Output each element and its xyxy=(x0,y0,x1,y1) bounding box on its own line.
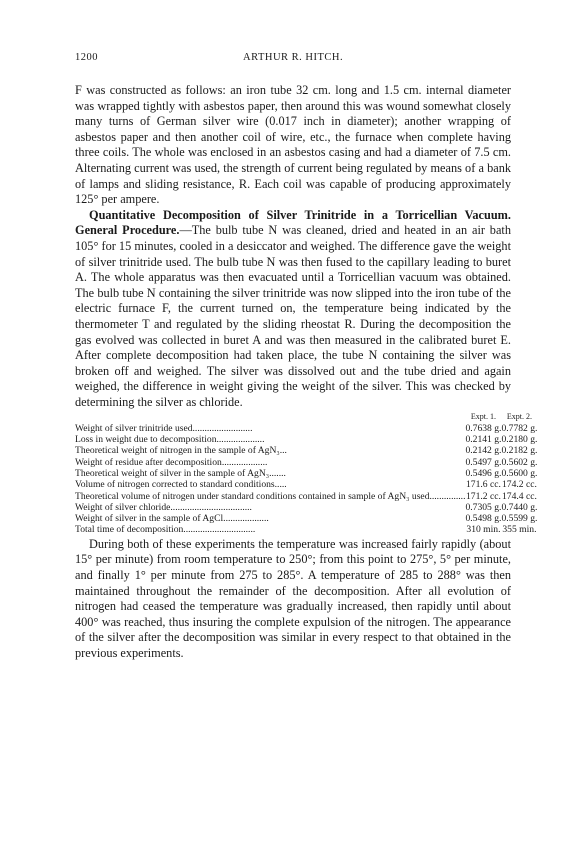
expt-1-value: 310 min. xyxy=(466,524,501,536)
expt-2-value: 0.5602 g. xyxy=(501,456,538,468)
row-label: Theoretical volume of nitrogen under standard conditions contained in sample of AgN₃ used............... xyxy=(75,490,466,502)
expt-1-value: 0.2141 g. xyxy=(465,434,502,446)
table-row xyxy=(75,524,537,535)
expt-1-value: 171.2 cc. xyxy=(466,490,501,502)
section-heading: Quantitative Decomposition of Silver Trinitride in a Torricellian Vacuum. General Procedure. xyxy=(75,207,511,238)
expt-2-value: 0.7782 g. xyxy=(501,422,538,434)
table-header-blank xyxy=(75,411,465,422)
row-label: Loss in weight due to decomposition.................... xyxy=(75,434,265,446)
expt-2-value: 0.2180 g. xyxy=(501,434,538,446)
page-number: 1200 xyxy=(75,52,98,63)
row-label: Volume of nitrogen corrected to standard conditions..... xyxy=(75,479,287,491)
table-row xyxy=(75,468,537,479)
expt-1-value: 0.7638 g. xyxy=(465,422,502,434)
row-label: Weight of residue after decomposition................... xyxy=(75,456,268,468)
expt-2-value: 0.2182 g. xyxy=(501,445,538,457)
table-header-row xyxy=(75,411,537,422)
expt-2-value: 0.7440 g. xyxy=(501,501,538,513)
expt-1-value: 0.7305 g. xyxy=(465,501,502,513)
expt-1-value: 0.2142 g. xyxy=(465,445,502,457)
table-row xyxy=(75,502,537,513)
expt-2-value: 174.4 cc. xyxy=(501,490,537,502)
column-header-expt-1: Expt. 1. xyxy=(470,412,497,422)
row-label: Weight of silver trinitride used......................... xyxy=(75,422,253,434)
expt-2-value: 174.2 cc. xyxy=(501,479,537,491)
running-header xyxy=(75,52,511,63)
row-label: Theoretical weight of silver in the sample of AgN₃....... xyxy=(75,467,286,479)
row-label: Total time of decomposition.............................. xyxy=(75,524,256,536)
expt-2-value: 0.5600 g. xyxy=(501,467,538,479)
paragraph-furnace: F was constructed as follows: an iron tube 32 cm. long and 1.5 cm. internal diameter was wrapped tightly with asbestos paper, then around this was wound somewhat closely many turns of German silver wire (0.017 inch in diameter); another wrapping of asbestos paper and then another coil of wire, etc., the furnace when complete having three coils. The whole was enclosed in an asbestos casing and had a diameter of 7.5 cm. Alternating current was used, the strength of current being regulated by means of a bank of lamps and sliding resistance, R. Each coil was capable of producing approximately 125° per ampere. xyxy=(75,83,511,207)
column-header-expt-2: Expt. 2. xyxy=(506,412,532,422)
expt-2-value: 355 min. xyxy=(502,524,537,536)
paragraph-temperature: During both of these experiments the temperature was increased fairly rapidly (about 15° per minute) from room temperature to 250°; from this point to 275°, 5° per minute, and finally 1° per minute from 275 to 285°. A temperature of 285 to 288° was then maintained throughout the remainder of the decomposition. After all evolution of nitrogen had ceased the temperature was gradually increased, then rapidly until about 400° was reached, thus insuring the complete expulsion of the nitrogen. The appearance of the silver after the decomposition was similar in every respect to that obtained in the previous experiments. xyxy=(75,536,511,660)
table-row xyxy=(75,445,537,456)
table-row xyxy=(75,457,537,468)
table-row xyxy=(75,513,537,524)
row-label: Weight of silver chloride.................................. xyxy=(75,501,252,513)
expt-2-value: 0.5599 g. xyxy=(501,513,538,525)
table-row xyxy=(75,423,537,434)
page xyxy=(75,52,538,661)
row-label: Theoretical weight of nitrogen in the sample of AgN₃... xyxy=(75,445,287,457)
paragraph-procedure xyxy=(75,208,511,411)
procedure-body: —The bulb tube N was cleaned, dried and heated in an air bath 105° for 15 minutes, cooled in a desiccator and weighed. The difference gave the weight of silver trinitride used. The bulb tube N was then fused to the capillary leading to buret A. The whole apparatus was then evacuated until a Torricellian vacuum was obtained. The bulb tube N containing the silver trinitride was now slipped into the iron tube of the electric furnace F, the current turned on, the temperature being indicated by the thermometer T and regulated by the sliding rheostat R. During the decomposition the gas evolved was collected in buret A and was then measured in the calibrated buret E. After complete decomposition had taken place, the tube N containing the silver was broken off and weighed. The silver was dissolved out and the tube dried and again weighed, the difference in weight giving the weight of the silver. This was checked by determining the silver as chloride. xyxy=(75,223,511,409)
table-row xyxy=(75,491,537,502)
results-table xyxy=(75,411,537,535)
table-row xyxy=(75,479,537,490)
row-label: Weight of silver in the sample of AgCl................... xyxy=(75,513,269,525)
expt-1-value: 0.5498 g. xyxy=(465,513,502,525)
expt-1-value: 171.6 cc. xyxy=(466,479,501,491)
expt-1-value: 0.5497 g. xyxy=(465,456,502,468)
table-row xyxy=(75,434,537,445)
running-head-author: ARTHUR R. HITCH. xyxy=(243,52,344,63)
expt-1-value: 0.5496 g. xyxy=(465,467,502,479)
